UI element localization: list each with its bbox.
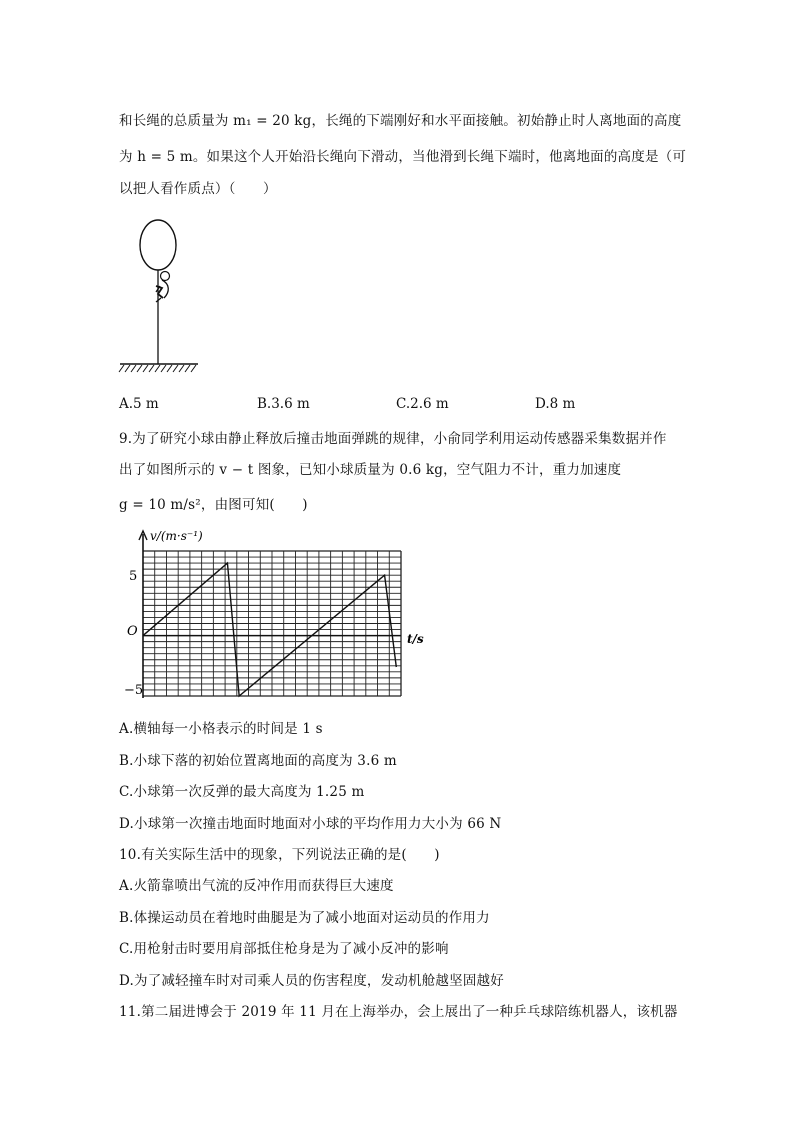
q10-option-a[interactable]: A.火箭靠喷出气流的反冲作用而获得巨大速度 xyxy=(119,878,394,894)
q8-line-1: 和长绳的总质量为 m₁ = 20 kg，长绳的下端刚好和水平面接触。初始静止时人离地面的高度 xyxy=(119,113,682,129)
q9-line-3: g = 10 m/s²，由图可知( ) xyxy=(119,497,308,513)
q9-option-a[interactable]: A.横轴每一小格表示的时间是 1 s xyxy=(119,721,323,737)
q9-option-d[interactable]: D.小球第一次撞击地面时地面对小球的平均作用力大小为 66 N xyxy=(119,816,502,832)
q8-option-d[interactable]: D.8 m xyxy=(535,396,576,412)
q8-option-a[interactable]: A.5 m xyxy=(119,396,159,412)
y-tick-label-5: 5 xyxy=(129,569,138,584)
q10-option-d[interactable]: D.为了减轻撞车时对司乘人员的伤害程度，发动机舱越坚固越好 xyxy=(119,973,504,989)
v-t-chart xyxy=(124,528,424,703)
y-axis-label: v/(m·s⁻¹) xyxy=(150,529,203,543)
q9-option-c[interactable]: C.小球第一次反弹的最大高度为 1.25 m xyxy=(119,784,365,800)
q8-option-b[interactable]: B.3.6 m xyxy=(257,396,310,412)
chart-grid xyxy=(143,551,401,696)
q8-line-3: 以把人看作质点）（ ） xyxy=(119,181,277,197)
q9-line-1: 9.为了研究小球由静止释放后撞击地面弹跳的规律，小俞同学利用运动传感器采集数据并作 xyxy=(119,431,667,447)
q10-option-c[interactable]: C.用枪射击时要用肩部抵住枪身是为了减小反冲的影响 xyxy=(119,941,449,957)
q8-option-c[interactable]: C.2.6 m xyxy=(396,396,449,412)
q11-line-1: 11.第二届进博会于 2019 年 11 月在上海举办，会上展出了一种乒乓球陪练机器人，该机器 xyxy=(119,1004,678,1020)
q10-option-b[interactable]: B.体操运动员在着地时曲腿是为了减小地面对运动员的作用力 xyxy=(119,910,490,926)
y-tick-label-neg5: −5 xyxy=(124,683,144,698)
x-axis-label: t/s xyxy=(407,632,424,646)
q10-stem: 10.有关实际生活中的现象，下列说法正确的是( ) xyxy=(119,847,440,863)
q9-line-2: 出了如图所示的 v − t 图象，已知小球质量为 0.6 kg，空气阻力不计，重力加速度 xyxy=(119,462,622,478)
q9-option-b[interactable]: B.小球下落的初始位置离地面的高度为 3.6 m xyxy=(119,753,397,769)
balloon-rope-figure xyxy=(118,212,208,377)
q8-line-2: 为 h = 5 m。如果这个人开始沿长绳向下滑动，当他滑到长绳下端时，他离地面的高度是（可 xyxy=(119,149,687,165)
origin-label: O xyxy=(127,624,138,639)
